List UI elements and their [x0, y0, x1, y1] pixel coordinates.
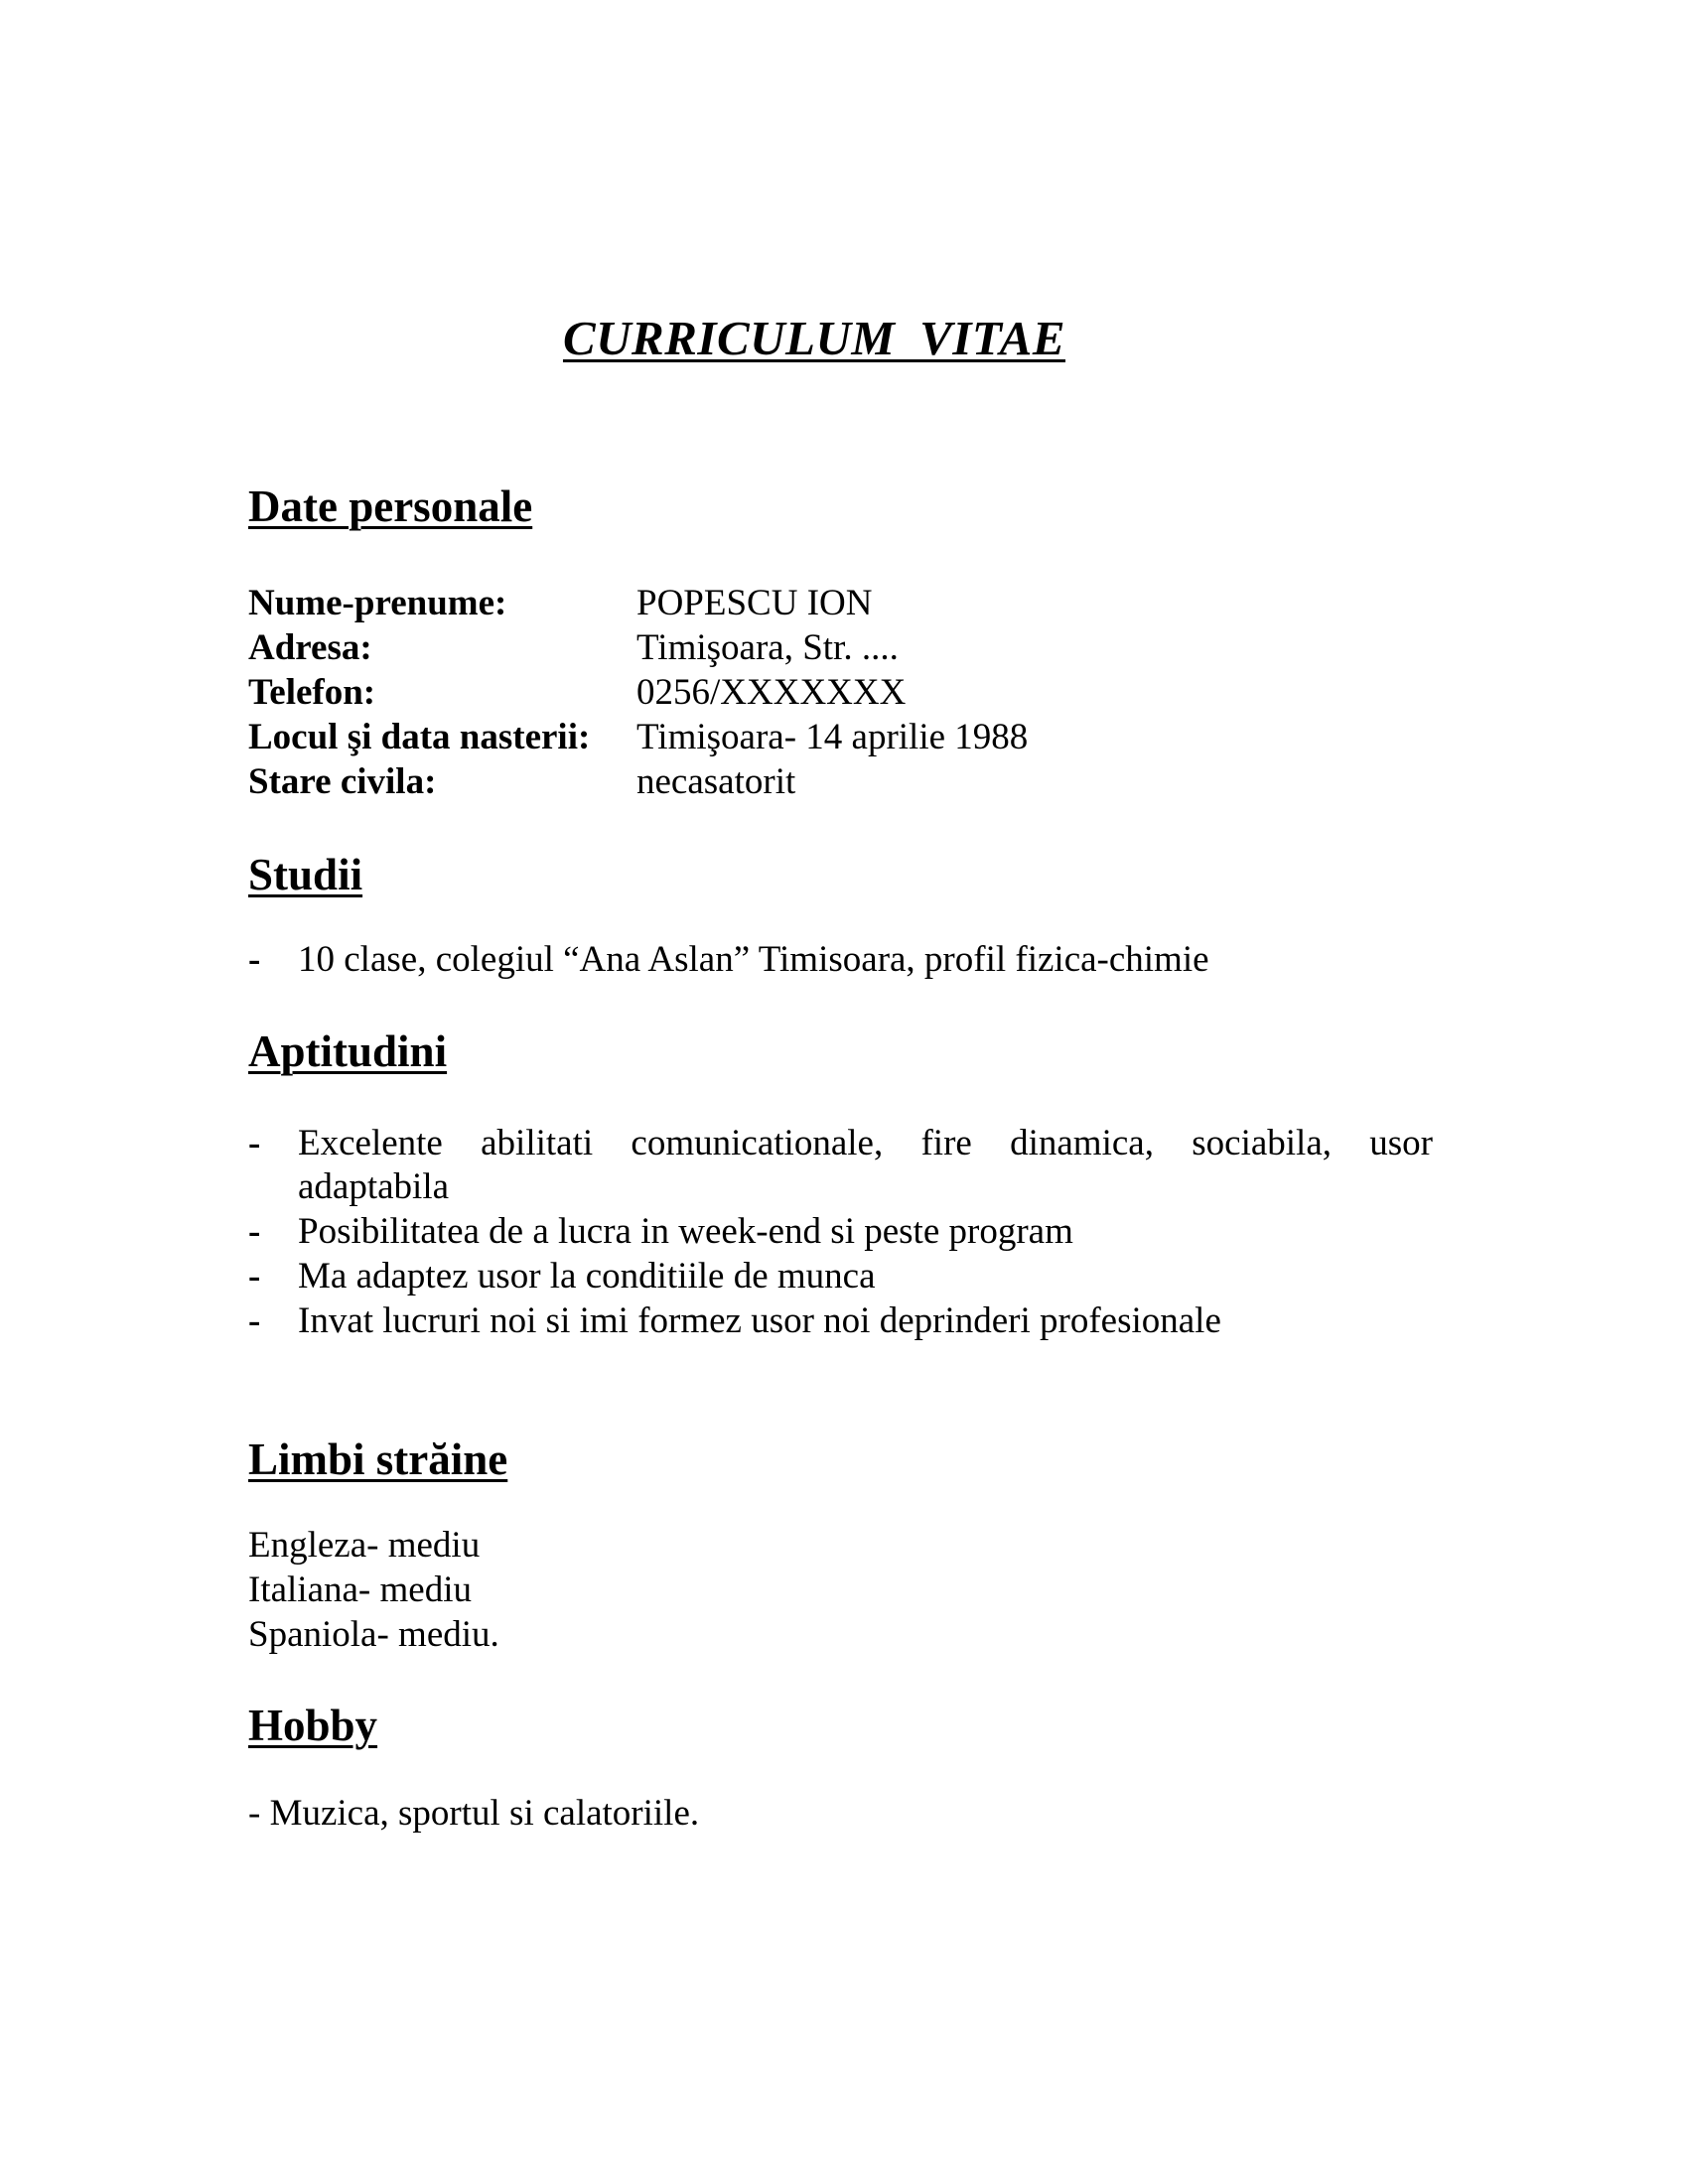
language-item: Italiana- mediu	[248, 1570, 472, 1610]
field-label-civil-status: Stare civila:	[248, 761, 437, 802]
field-label-name: Nume-prenume:	[248, 583, 507, 623]
field-label-phone: Telefon:	[248, 672, 376, 713]
section-heading-studies: Studii	[248, 850, 363, 899]
skills-item-3: Ma adaptez usor la conditiile de munca	[298, 1256, 876, 1297]
bullet-marker: -	[248, 1123, 261, 1163]
skills-item-1-line-1: Excelente abilitati comunicationale, fire dinamica, sociabila, usor	[298, 1123, 1433, 1163]
field-value-name: POPESCU ION	[636, 583, 873, 623]
document-title: CURRICULUM VITAE	[562, 311, 1066, 365]
bullet-marker: -	[248, 939, 261, 980]
section-heading-hobby: Hobby	[248, 1701, 378, 1750]
field-label-address: Adresa:	[248, 627, 372, 668]
field-value-birth: Timişoara- 14 aprilie 1988	[636, 717, 1029, 757]
bullet-marker: -	[248, 1256, 261, 1297]
skills-item-1-line-2: adaptabila	[298, 1166, 450, 1207]
studies-item: 10 clase, colegiul “Ana Aslan” Timisoara, profil fizica-chimie	[298, 939, 1209, 980]
skills-item-2: Posibilitatea de a lucra in week-end si peste program	[298, 1211, 1073, 1252]
field-value-phone: 0256/XXXXXXX	[636, 672, 907, 713]
field-value-address: Timişoara, Str. ....	[636, 627, 899, 668]
bullet-marker: -	[248, 1211, 261, 1252]
field-label-birth: Locul şi data nasterii:	[248, 717, 591, 757]
section-heading-languages: Limbi străine	[248, 1434, 508, 1484]
bullet-marker: -	[248, 1300, 261, 1341]
language-item: Engleza- mediu	[248, 1525, 481, 1566]
language-item: Spaniola- mediu.	[248, 1614, 499, 1655]
hobby-text: - Muzica, sportul si calatoriile.	[248, 1793, 700, 1834]
section-heading-personal: Date personale	[248, 481, 533, 531]
skills-item-4: Invat lucruri noi si imi formez usor noi deprinderi profesionale	[298, 1300, 1221, 1341]
field-value-civil-status: necasatorit	[636, 761, 796, 802]
section-heading-skills: Aptitudini	[248, 1026, 448, 1076]
